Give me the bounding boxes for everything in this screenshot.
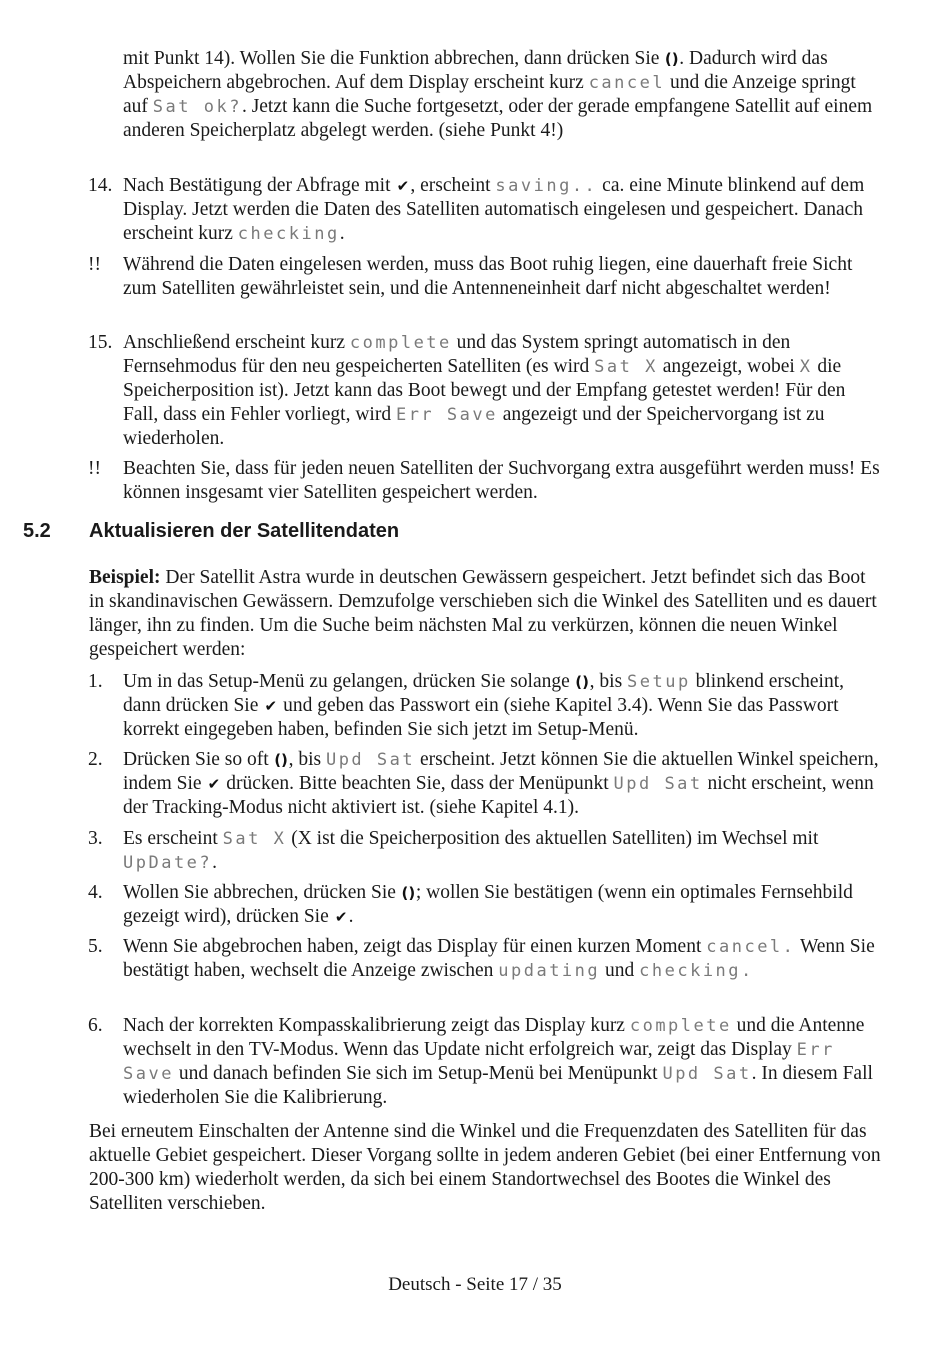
- warning-mark: !!: [88, 254, 101, 275]
- text: Wenn Sie abgebrochen haben, zeigt das Display für einen kurzen Moment: [123, 936, 702, 957]
- text: . Dadurch wird das Abspeichern abgebrochen. Auf dem Display erscheint kurz: [123, 48, 828, 93]
- list-number: 14.: [88, 175, 113, 196]
- list-item-step-5: [123, 935, 883, 983]
- text: Wollen Sie abbrechen, drücken Sie: [123, 882, 396, 903]
- list-item-step-1: [123, 670, 883, 742]
- text: und: [605, 960, 635, 981]
- text: Um in das Setup-Menü zu gelangen, drücken Sie solange: [123, 671, 570, 692]
- lcd-text-upd-sat: Upd Sat: [662, 1064, 752, 1084]
- lcd-text-updating: updating: [498, 961, 601, 981]
- text: Wenn Sie bestätigt haben, wechselt die Anzeige zwischen: [123, 936, 875, 981]
- warning-text: Während die Daten eingelesen werden, muss das Boot ruhig liegen, eine dauerhaft freie Sicht zum Satelliten gewährleistet sein, und die Antenneneinheit darf nicht abgeschaltet werden!: [123, 254, 853, 299]
- lcd-text-setup: Setup: [627, 672, 691, 692]
- warning-text: Beachten Sie, dass für jeden neuen Satelliten der Suchvorgang extra ausgeführt werden muss! Es können insgesamt vier Satelliten gespeichert werden.: [123, 458, 880, 503]
- text: und danach befinden Sie sich im Setup-Menü bei Menüpunkt: [178, 1063, 658, 1084]
- example-paragraph: [89, 566, 885, 662]
- text: mit Punkt 14). Wollen Sie die Funktion abbrechen, dann drücken Sie: [123, 48, 660, 69]
- text: , erscheint: [410, 175, 491, 196]
- text: blinkend erscheint, dann drücken Sie: [123, 671, 844, 716]
- text: ca. eine Minute blinkend auf dem Display. Jetzt werden die Daten des Satelliten automatisch eingelesen und gespeichert. Danach erscheint kurz: [123, 175, 865, 244]
- closing-paragraph: Bei erneutem Einschalten der Antenne sind die Winkel und die Frequenzdaten des Satelliten für das aktuelle Gebiet gespeichert. Dieser Vorgang sollte in jedem anderen Gebiet (bei einer Entfernung von 200-300 km) wiederholt werden, da sich bei einem Standortwechsel des Bootes die Winkel des Satelliten verschieben.: [89, 1121, 881, 1214]
- check-button-icon: ✔: [334, 908, 348, 926]
- text: und das System springt automatisch in den Fernsehmodus für den neu gespeicherten Satelliten (es wird: [123, 332, 791, 377]
- list-item-step-6: [123, 1014, 883, 1110]
- list-item-step-2: [123, 748, 883, 820]
- check-button-icon: ✔: [396, 177, 410, 195]
- lcd-text-x: X: [799, 357, 813, 377]
- warning-mark: !!: [88, 458, 101, 479]
- text: , bis: [288, 749, 322, 770]
- lcd-text-complete: complete: [349, 333, 452, 353]
- lcd-text-saving: saving..: [495, 176, 598, 196]
- text: Drücken Sie so oft: [123, 749, 269, 770]
- lcd-text-checking: checking.: [639, 961, 754, 981]
- check-button-icon: ✔: [264, 697, 278, 715]
- text: und die Anzeige springt auf: [123, 72, 856, 117]
- text: . Jetzt kann die Suche fortgesetzt, oder der gerade empfangene Satellit auf einem anderen Speicherplatz abgelegt werden. (siehe Punkt 4!): [123, 96, 873, 141]
- cycle-button-icon: (): [664, 50, 679, 68]
- lcd-text-sat-ok: Sat ok?: [152, 97, 242, 117]
- list-number: 1.: [88, 671, 103, 692]
- text: ; wollen Sie bestätigen (wenn ein optimales Fernsehbild gezeigt wird), drücken Sie: [123, 882, 853, 927]
- intro-paragraph: [123, 47, 883, 143]
- lcd-text-upd-sat: Upd Sat: [613, 774, 703, 794]
- text: Anschließend erscheint kurz: [123, 332, 346, 353]
- text: und geben das Passwort ein (siehe Kapitel 3.4). Wenn Sie das Passwort korrekt eingegeben haben, befinden Sie sich jetzt im Setup-Menü.: [123, 695, 839, 740]
- check-button-icon: ✔: [207, 775, 221, 793]
- section-title: Aktualisieren der Satellitendaten: [89, 520, 400, 542]
- cycle-button-icon: (): [401, 884, 416, 902]
- section-number: 5.2: [23, 520, 51, 542]
- cycle-button-icon: (): [575, 673, 590, 691]
- text: Nach der korrekten Kompasskalibrierung zeigt das Display kurz: [123, 1015, 625, 1036]
- lcd-text-update: UpDate?: [123, 853, 213, 873]
- lcd-text-sat-x: Sat X: [594, 357, 658, 377]
- lcd-text-upd-sat: Upd Sat: [325, 750, 416, 770]
- text: und die Antenne wechselt in den TV-Modus. Wenn das Update nicht erfolgreich war, zeigt das Display: [123, 1015, 865, 1060]
- text: . In diesem Fall wiederholen Sie die Kalibrierung.: [123, 1063, 873, 1108]
- list-item-15: [123, 331, 883, 451]
- lcd-text-cancel: cancel.: [706, 937, 796, 957]
- text: .: [212, 852, 218, 873]
- lcd-text-err-save: Err Save: [123, 1040, 835, 1084]
- text: .: [348, 906, 354, 927]
- list-number: 6.: [88, 1015, 103, 1036]
- list-number: 3.: [88, 828, 103, 849]
- text: drücken. Bitte beachten Sie, dass der Menüpunkt: [226, 773, 609, 794]
- cycle-button-icon: (): [274, 751, 288, 769]
- list-item-step-4: [123, 881, 883, 929]
- text: angezeigt, wobei: [662, 356, 795, 377]
- text: Es erscheint: [123, 828, 218, 849]
- lcd-text-err-save: Err Save: [395, 405, 498, 425]
- text: angezeigt und der Speichervorgang ist zu wiederholen.: [123, 404, 825, 449]
- example-label: Beispiel:: [89, 567, 161, 588]
- lcd-text-checking: checking: [237, 224, 340, 244]
- text: nicht erscheint, wenn der Tracking-Modus nicht aktiviert ist. (siehe Kapitel 4.1).: [123, 773, 874, 818]
- text: , bis: [589, 671, 623, 692]
- page-footer: Deutsch - Seite 17 / 35: [388, 1274, 562, 1295]
- text: Der Satellit Astra wurde in deutschen Gewässern gespeichert. Jetzt befindet sich das Boot in skandinavischen Gewässern. Demzufolge verschieben sich die Winkel des Satelliten und es dauert länger, ihn zu finden. Um die Suche beim nächsten Mal zu verkürzen, können die neuen Winkel gespeichert werden:: [89, 567, 877, 660]
- lcd-text-complete: complete: [629, 1016, 732, 1036]
- list-number: 5.: [88, 936, 103, 957]
- text: .: [339, 223, 345, 244]
- list-number: 15.: [88, 332, 113, 353]
- text: die Speicherposition ist). Jetzt kann das Boot bewegt und der Empfang getestet werden! Für den Fall, dass ein Fehler vorliegt, wird: [123, 356, 846, 425]
- list-number: 4.: [88, 882, 103, 903]
- lcd-text-cancel: cancel: [588, 73, 666, 93]
- text: (X ist die Speicherposition des aktuellen Satelliten) im Wechsel mit: [291, 828, 819, 849]
- lcd-text-sat-x: Sat X: [222, 829, 287, 849]
- list-item-step-3: [123, 827, 883, 875]
- list-number: 2.: [88, 749, 103, 770]
- text: erscheint. Jetzt können Sie die aktuellen Winkel speichern, indem Sie: [123, 749, 879, 794]
- text: Nach Bestätigung der Abfrage mit: [123, 175, 391, 196]
- list-item-14: [123, 174, 883, 246]
